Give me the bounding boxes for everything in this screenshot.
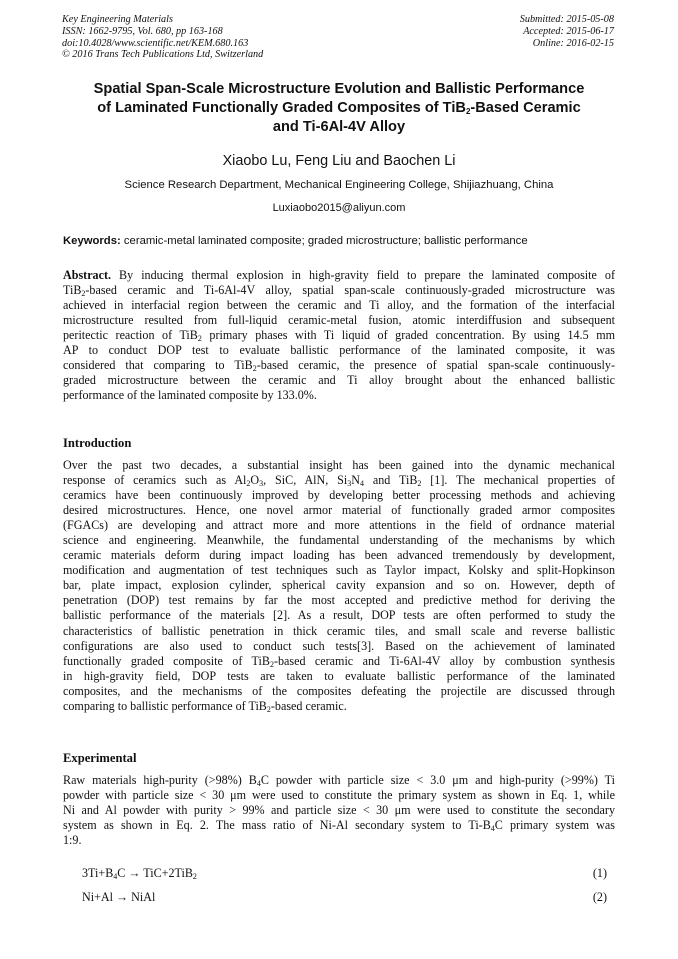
online-date: Online: 2016-02-15: [532, 37, 614, 49]
journal-info: [62, 14, 263, 61]
text-line: science and engineering. Meanwhile, the fundamental understanding of the mechanisms by which: [63, 533, 615, 548]
journal-name: Key Engineering Materials: [62, 14, 173, 25]
text-line: (FGACs) are developing and attract more and more attentions in the field of ordnance material: [63, 518, 615, 533]
keywords-text: ceramic-metal laminated composite; graded microstructure; ballistic performance: [120, 235, 528, 247]
text-line: ballistic performance of the materials [2]. As a result, DOP tests are often performed to study the: [63, 608, 615, 623]
abstract-label: Abstract.: [63, 268, 112, 282]
section-heading-experimental: Experimental: [63, 751, 137, 765]
title-line: Spatial Span-Scale Microstructure Evolution and Ballistic Performance: [93, 81, 585, 97]
text-line: desired microstructures. Hence, one novel armor material of functionally graded armor composites: [63, 503, 615, 518]
text-line: AP to conduct DOP test to evaluate ballistic performance of the laminated composite, it was: [63, 343, 615, 358]
text-line: Over the past two decades, a substantial insight has been gained into the dynamic mechanical: [63, 458, 615, 472]
text-line: system as shown in Eq. 2. The mass ratio of Ni-Al secondary system to $Ti-B_4C$ primary system was: [63, 818, 615, 834]
submitted-date: Submitted: 2015-05-08: [519, 14, 614, 25]
text-line: 1:9.: [63, 833, 82, 848]
text-line: characteristics of ballistic penetration in thick ceramic tiles, and small scale and reverse ballistic: [63, 623, 615, 638]
text-line: configurations are also used to conduct such tests[3]. Based on the achievement of laminated: [63, 638, 615, 653]
title-line: and Ti-6Al-4V Alloy: [272, 119, 406, 135]
text-line: modification and augmentation of test techniques such as Taylor impact, Kolsky and split-Hopkinson: [63, 563, 615, 578]
equation-formula: $3Ti+B_4C \to TiC+2TiB_2$: [82, 866, 197, 881]
copyright-line: © 2016 Trans Tech Publications Ltd, Switzerland: [62, 49, 264, 61]
issn-line: ISSN: 1662-9795, Vol. 680, pp 163-168: [62, 25, 223, 37]
text-line: TiB$_2$-based ceramic and Ti-6Al-4V alloy, spatial span-scale continuously-graded microstructure was: [63, 283, 615, 299]
accepted-date: Accepted: 2015-06-17: [523, 25, 614, 37]
doi-line[interactable]: doi:10.4028/www.scientific.net/KEM.680.163: [62, 37, 249, 49]
keywords-label: Keywords:: [63, 235, 121, 247]
text-line: penetration (DOP) test remains by far the most accepted and predictive method for deriving the: [63, 593, 615, 608]
text-line: functionally graded composite of TiB$_2$-based ceramic and Ti-6Al-4V alloy by combustion synthesis: [63, 653, 616, 669]
equation-formula: Ni+Al → NiAl: [82, 890, 156, 904]
equation-number: (2): [592, 890, 607, 904]
text-line: Ni and Al powder with purity > 99% and particle size < 30 μm were used to constitute the secondary: [63, 803, 615, 818]
text-line: considered that comparing to TiB$_2$-based ceramic, the presence of spatial span-scale continuously-: [63, 358, 615, 374]
contact-email[interactable]: Luxiaobo2015@aliyun.com: [272, 202, 406, 214]
text-line: composites, and the mechanisms of the composites defeating the projectile are discussed through: [63, 683, 615, 698]
text-line: Raw materials high-purity (>98%) $B_4C$ powder with particle size < 3.0 μm and high-purity (>99%) Ti: [63, 773, 615, 788]
abstract: [63, 268, 615, 403]
text-line: performance of the laminated composite by 133.0%.: [63, 388, 317, 403]
author-list: Xiaobo Lu, Feng Liu and Baochen Li: [222, 153, 456, 169]
keywords: [63, 234, 623, 248]
equation-number: (1): [592, 866, 607, 880]
text-line: achieved in interfacial region between the ceramic and Ti alloy, and the formation of the interfacial: [63, 298, 615, 313]
text-line: in high-gravity field, DOP tests are taken to evaluate ballistic performance of the laminated: [63, 668, 615, 683]
text-line: ceramic materials deform during impact loading has been advanced tremendously by development,: [63, 548, 615, 563]
text-line: bar, plate impact, explosion cylinder, spherical cavity expansion and so on. However, depth of: [63, 578, 615, 593]
title-line: of Laminated Functionally Graded Composites of TiB$_2$-Based Ceramic: [97, 100, 581, 116]
text-line: response of ceramics such as $Al_2O_3$, SiC, AlN, $Si_3N_4$ and TiB$_2$ [1]. The mechanical properties of: [63, 473, 615, 489]
text-line: comparing to ballistic performance of TiB$_2$-based ceramic.: [63, 698, 347, 714]
text-line: microstructure resulted from full-liquid ceramic-metal fusion, atomic interdiffusion and subsequent: [63, 313, 615, 328]
text-line: peritectic reaction of TiB$_2$ primary phases with Ti liquid of graded concentration. By using 14.5 mm: [63, 328, 616, 344]
text-line: powder with particle size < 30 μm were used to constitute the primary system as shown in Eq. 1, while: [63, 788, 615, 803]
section-heading-introduction: Introduction: [63, 436, 132, 450]
affiliation: Science Research Department, Mechanical Engineering College, Shijiazhuang, China: [124, 179, 554, 191]
text-line: Abstract. By inducing thermal explosion in high-gravity field to prepare the laminated composite of: [63, 268, 615, 282]
text-line: graded microstructure between the ceramic and Ti alloy brought about the enhanced ballistic: [63, 373, 615, 388]
text-line: ceramics have been continuously improved by developing better processing methods and achieving: [63, 488, 615, 503]
publication-dates: [520, 14, 614, 49]
experimental-body: [63, 773, 615, 848]
introduction-body: [63, 458, 615, 714]
paper-title: [50, 80, 628, 137]
